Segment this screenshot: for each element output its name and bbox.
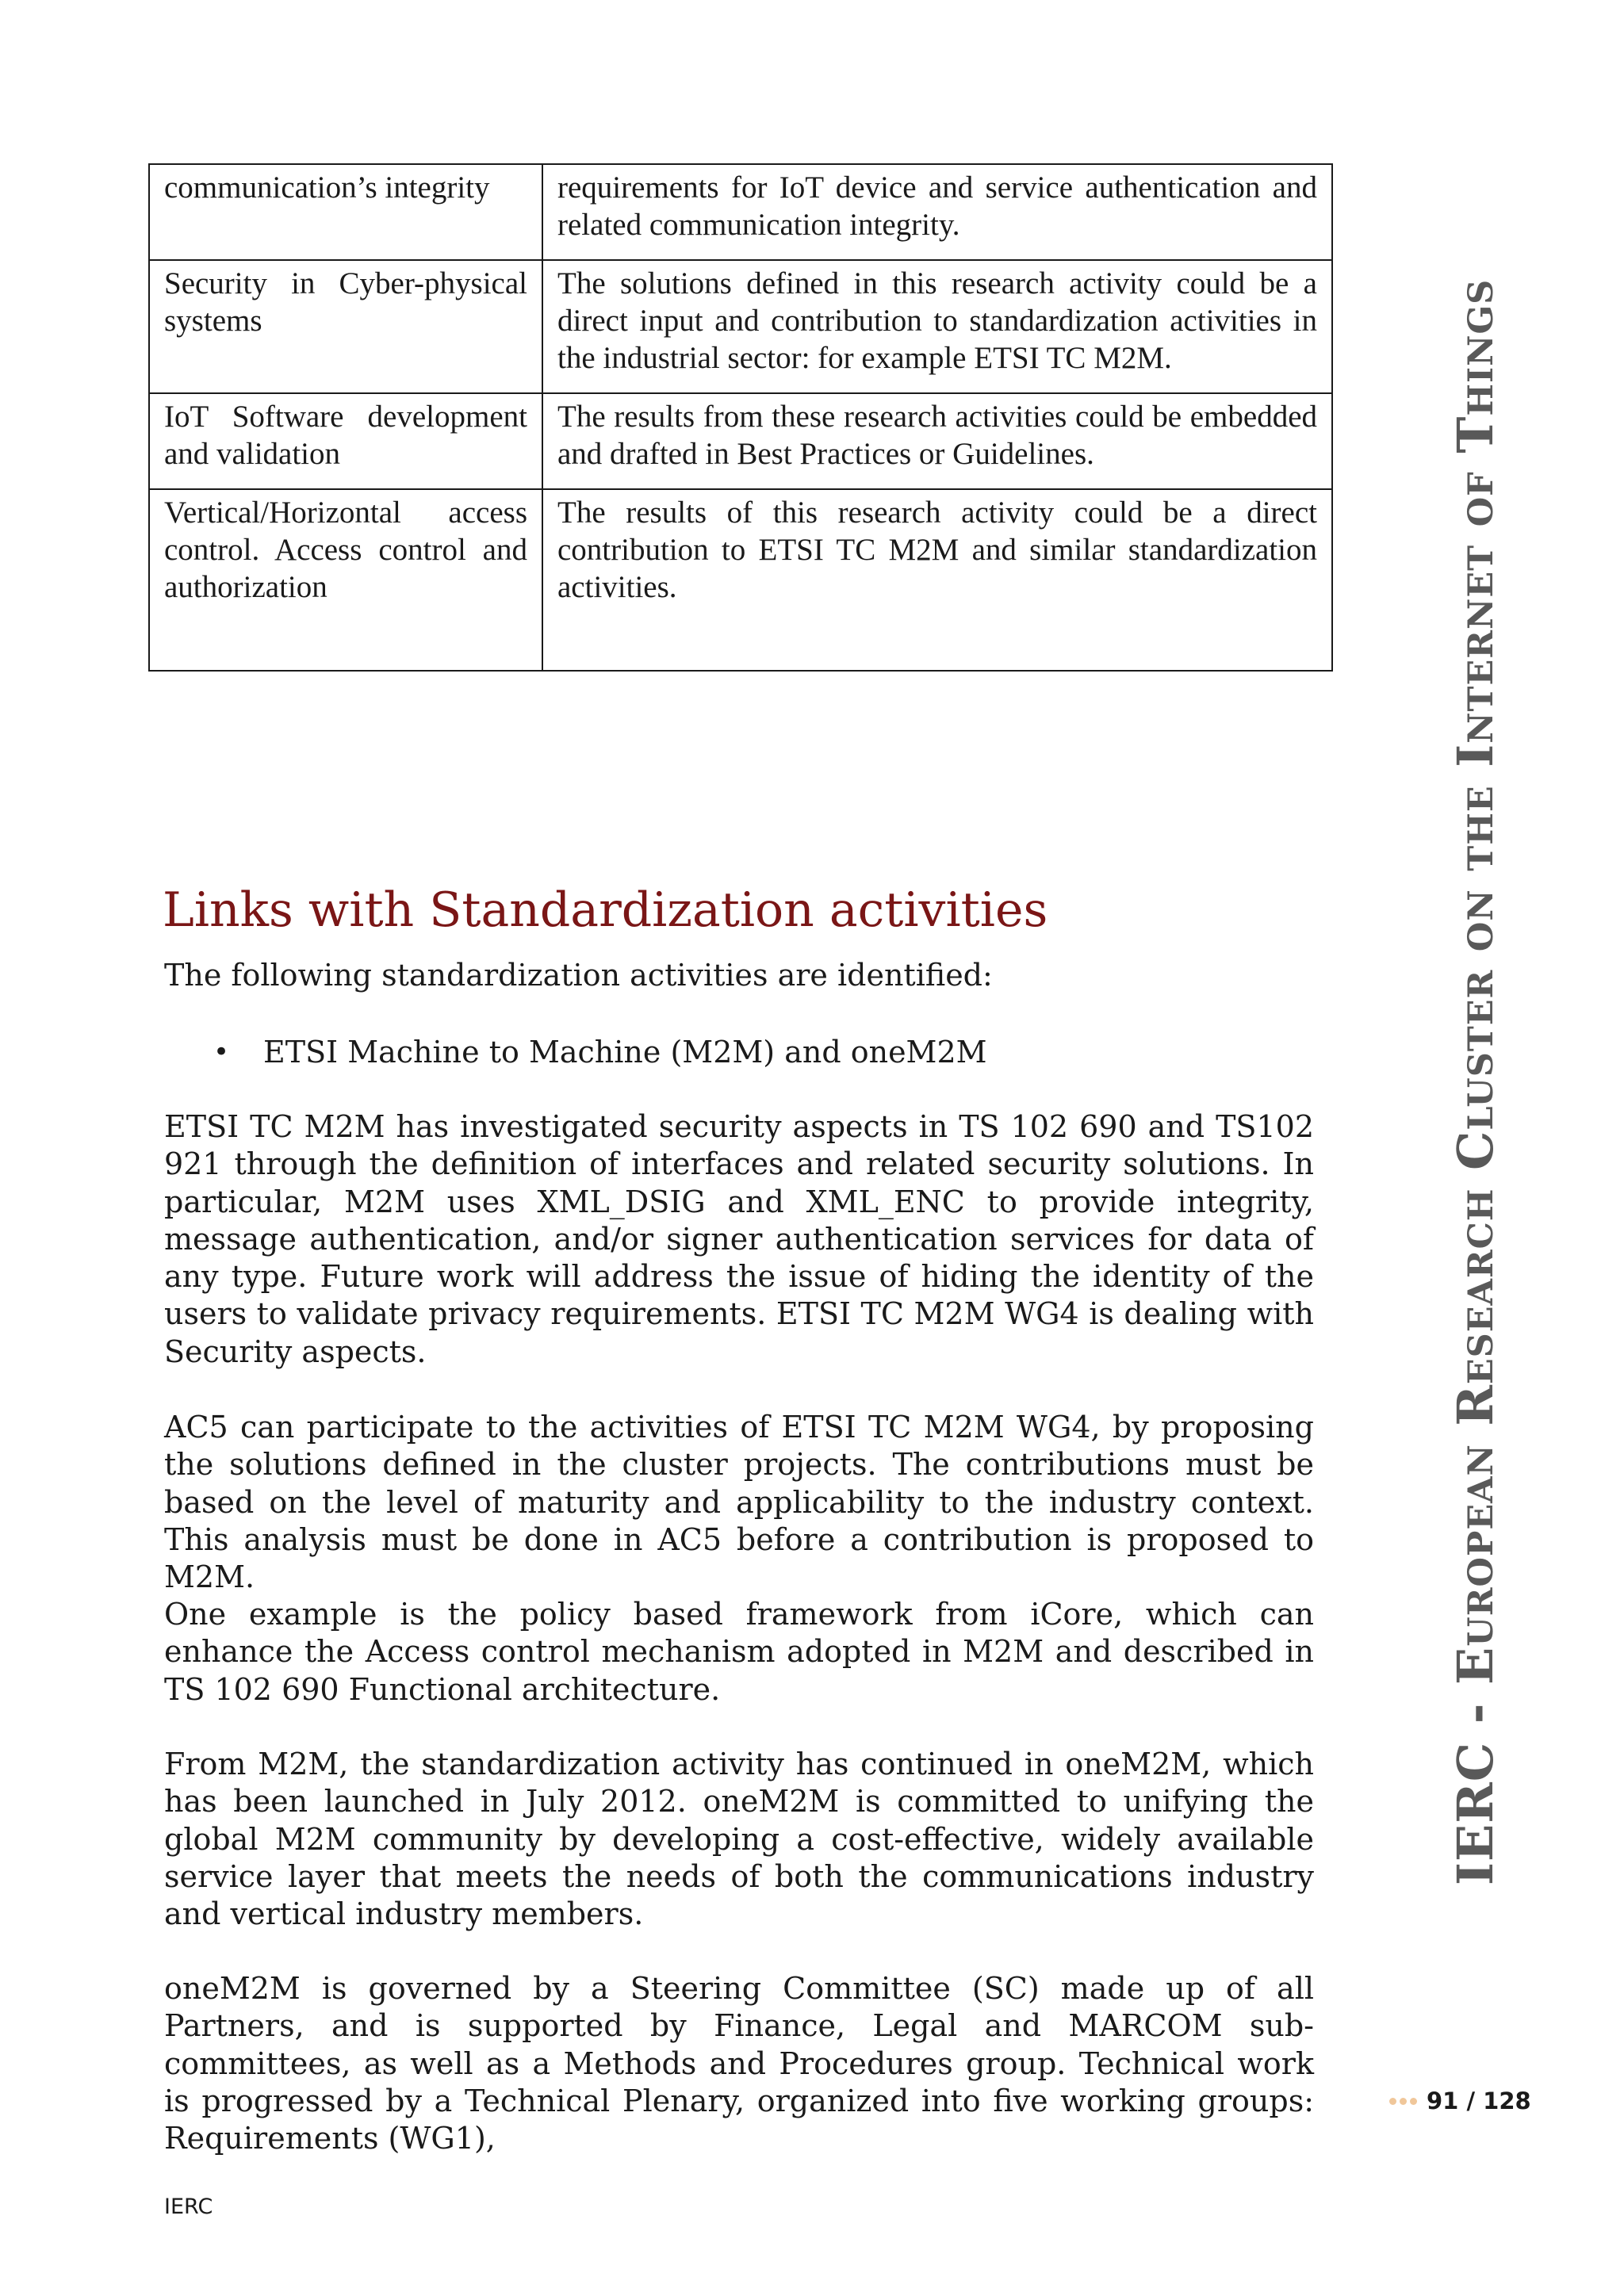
paragraph: One example is the policy based framework from iCore, which can enhance the Access control mechanism adopted in M2M and described in TS 102 690 Functional architecture. [164,1597,1314,1707]
page-footer: IERC [164,2195,213,2219]
list-item [164,1034,1314,1071]
table-row [149,393,1332,489]
table-cell-contribution: The results of this research activity could be a direct contribution to ETSI TC M2M and similar standardization activities. [542,489,1332,671]
standardization-table [148,163,1333,672]
table-row [149,260,1332,393]
page-number-text: 91 / 128 [1427,2087,1531,2114]
section-intro: The following standardization activities are identified: [164,958,993,993]
table-cell-contribution: The results from these research activities could be embedded and drafted in Best Practices or Guidelines. [542,393,1332,489]
table-cell-contribution: requirements for IoT device and service authentication and related communication integrity. [542,164,1332,260]
page-number [1389,2084,1531,2118]
list-item-text: ETSI Machine to Machine (M2M) and oneM2M [263,1035,987,1070]
table-row [149,164,1332,260]
paragraph: From M2M, the standardization activity has continued in oneM2M, which has been launched in July 2012. oneM2M is committed to unifying the global M2M community by developing a cost-effective, widely available service layer that meets the needs of both the communications industry and vertical industry members. [164,1747,1314,1932]
table-cell-topic: IoT Software development and validation [149,393,542,489]
bullet-icon: • [213,1036,230,1068]
bullet-list [164,1034,1314,1071]
sidebar-title: IERC - European Research Cluster on the Internet of Things [1446,278,1504,1885]
paragraph: ETSI TC M2M has investigated security aspects in TS 102 690 and TS102 921 through the definition of interfaces and related security solutions. In particular, M2M uses XML_DSIG and XML_ENC to provide integrity, message authentication, and/or signer authentication services for data of any type. Future work will address the issue of hiding the identity of the users to validate privacy requirements. ETSI TC M2M WG4 is dealing with Security aspects. [164,1109,1314,1369]
table-row [149,489,1332,671]
paragraph: oneM2M is governed by a Steering Committee (SC) made up of all Partners, and is supported by Finance, Legal and MARCOM sub-committees, as well as a Methods and Procedures group. Technical work is progressed by a Technical Plenary, organized into five working groups: Requirements (WG1), [164,1971,1314,2156]
table-cell-contribution: The solutions defined in this research activity could be a direct input and contribution to standardization activities in the industrial sector: for example ETSI TC M2M. [542,260,1332,393]
paragraph: AC5 can participate to the activities of ETSI TC M2M WG4, by proposing the solutions defined in the cluster projects. The contributions must be based on the level of maturity and applicability to the industry context. This analysis must be done in AC5 before a contribution is proposed to M2M. [164,1410,1314,1595]
dots-icon [1389,2098,1417,2105]
table-cell-topic: communication’s integrity [149,164,542,260]
section-heading: Links with Standardization activities [163,882,1048,938]
table-cell-topic: Security in Cyber-physical systems [149,260,542,393]
table-cell-topic: Vertical/Horizontal access control. Access control and authorization [149,489,542,671]
